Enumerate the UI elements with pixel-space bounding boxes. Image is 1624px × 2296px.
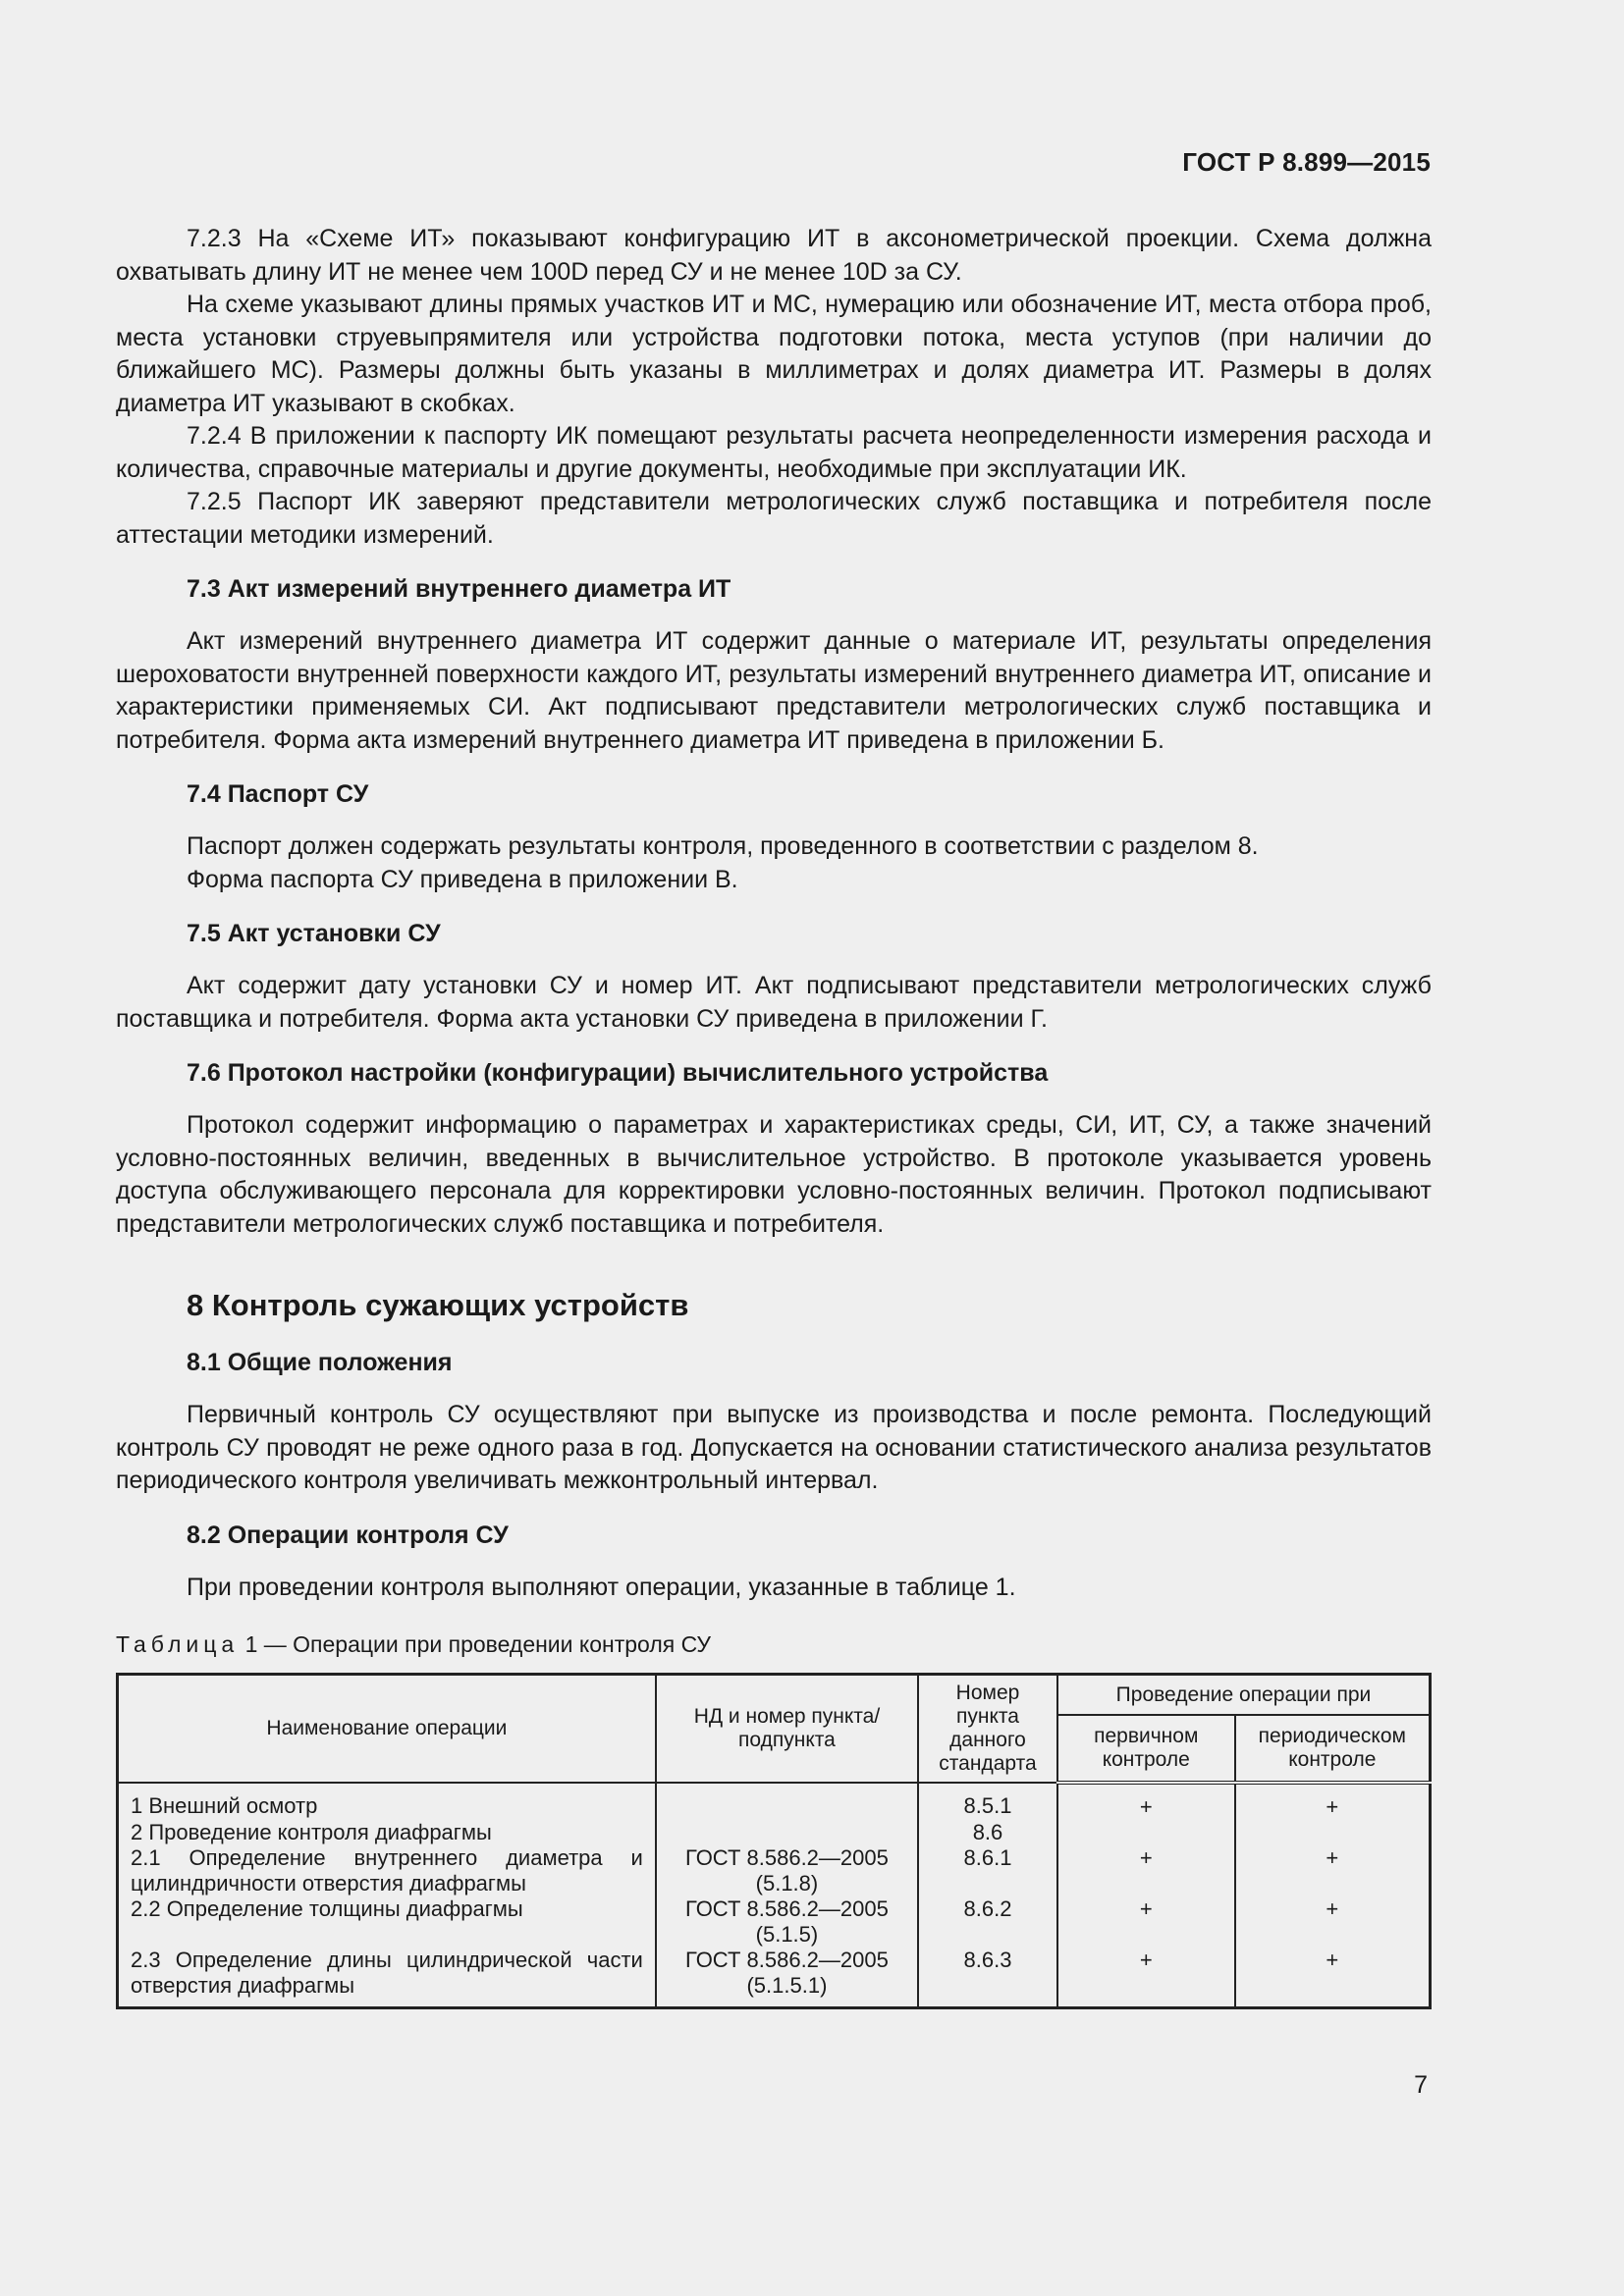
cell-periodic: +: [1235, 1845, 1431, 1896]
section-8-2-text: При проведении контроля выполняют операции, указанные в таблице 1.: [187, 1573, 1016, 1601]
cell-primary: [1057, 1820, 1235, 1845]
cell-primary: +: [1057, 1948, 1235, 2008]
header-standard-item: Номер пункта данного стандарта: [918, 1675, 1057, 1784]
section-7-4-text-form: Форма паспорта СУ приведена в приложении В.: [187, 865, 738, 893]
paragraph-7-2-5: 7.2.5 Паспорт ИК заверяют представители метрологических служб поставщика и потребителя после аттестации методики измерений.: [116, 488, 1432, 549]
table-caption-text: 1 — Операции при проведении контроля СУ: [239, 1631, 712, 1657]
cell-item: 8.6.1: [918, 1845, 1057, 1896]
section-7-6-text: Протокол содержит информацию о параметрах и характеристиках среды, СИ, ИТ, СУ, а также значений условно-постоянных величин, введенных в вычислительное устройство. В протоколе указывается уровень доступа обслуживающего персонала для корректировки условно-постоянных величин. Протокол подписывают представители метрологических служб поставщика и потребителя.: [116, 1111, 1432, 1238]
table-row: [118, 1783, 1431, 1820]
operations-table: [116, 1673, 1432, 2009]
header-operation-name: Наименование операции: [118, 1675, 656, 1784]
paragraph-7-2-3: 7.2.3 На «Схеме ИТ» показывают конфигурацию ИТ в аксонометрической проекции. Схема должна охватывать длину ИТ не менее чем 100D перед СУ и не менее 10D за СУ.: [116, 225, 1432, 286]
section-7-3-title: 7.3 Акт измерений внутреннего диаметра ИТ: [187, 575, 731, 603]
table-body: [118, 1783, 1431, 2008]
cell-periodic: +: [1235, 1896, 1431, 1948]
cell-item: 8.6: [918, 1820, 1057, 1845]
paragraph-7-2-4: 7.2.4 В приложении к паспорту ИК помещают результаты расчета неопределенности измерения расхода и количества, справочные материалы и другие документы, необходимые при эксплуатации ИК.: [116, 422, 1432, 483]
cell-nd: [656, 1820, 918, 1845]
cell-primary: +: [1057, 1783, 1235, 1820]
page-number: 7: [1414, 2071, 1428, 2099]
section-8-title: 8 Контроль сужающих устройств: [187, 1288, 689, 1322]
header-primary-control: первичном контроле: [1057, 1715, 1235, 1783]
page-content: [116, 223, 1432, 2009]
table-row: [118, 1948, 1431, 2008]
cell-item: 8.6.3: [918, 1948, 1057, 2008]
cell-name: 1 Внешний осмотр: [118, 1783, 656, 1820]
section-7-6-title: 7.6 Протокол настройки (конфигурации) вычислительного устройства: [187, 1059, 1049, 1087]
header-nd-item: НД и номер пункта/подпункта: [656, 1675, 918, 1784]
section-8-2-title: 8.2 Операции контроля СУ: [187, 1521, 509, 1549]
cell-nd: ГОСТ 8.586.2—2005 (5.1.8): [656, 1845, 918, 1896]
section-7-3-text: Акт измерений внутреннего диаметра ИТ содержит данные о материале ИТ, результаты определения шероховатости внутренней поверхности каждого ИТ, результаты измерений внутреннего диаметра ИТ, описание и характеристики применяемых СИ. Акт подписывают представители метрологических служб поставщика и потребителя. Форма акта измерений внутреннего диаметра ИТ приведена в приложении Б.: [116, 627, 1432, 754]
cell-periodic: +: [1235, 1783, 1431, 1820]
cell-primary: +: [1057, 1845, 1235, 1896]
section-7-4-title: 7.4 Паспорт СУ: [187, 780, 369, 808]
section-7-5-text: Акт содержит дату установки СУ и номер ИТ. Акт подписывают представители метрологических служб поставщика и потребителя. Форма акта установки СУ приведена в приложении Г.: [116, 972, 1432, 1033]
cell-name: 2.2 Определение толщины диафрагмы: [118, 1896, 656, 1948]
standard-designation: ГОСТ Р 8.899—2015: [1182, 147, 1431, 177]
cell-nd: [656, 1783, 918, 1820]
cell-item: 8.5.1: [918, 1783, 1057, 1820]
cell-periodic: +: [1235, 1948, 1431, 2008]
cell-primary: +: [1057, 1896, 1235, 1948]
section-7-4-text: Паспорт должен содержать результаты контроля, проведенного в соответствии с разделом 8.: [187, 832, 1259, 860]
section-8-1-title: 8.1 Общие положения: [187, 1349, 453, 1376]
table-row: [118, 1845, 1431, 1896]
cell-item: 8.6.2: [918, 1896, 1057, 1948]
cell-periodic: [1235, 1820, 1431, 1845]
cell-name: 2 Проведение контроля диафрагмы: [118, 1820, 656, 1845]
section-7-5-title: 7.5 Акт установки СУ: [187, 920, 441, 947]
section-8-1-text: Первичный контроль СУ осуществляют при выпуске из производства и после ремонта. Последующий контроль СУ проводят не реже одного раза в год. Допускается на основании статистического анализа результатов периодического контроля увеличивать межконтрольный интервал.: [116, 1401, 1432, 1494]
header-periodic-control: периодическом контроле: [1235, 1715, 1431, 1783]
table-row: [118, 1896, 1431, 1948]
table-caption-word: Таблица: [116, 1631, 240, 1657]
table-caption: [116, 1629, 1432, 1659]
cell-nd: ГОСТ 8.586.2—2005 (5.1.5): [656, 1896, 918, 1948]
paragraph-7-2-3-scheme: На схеме указывают длины прямых участков ИТ и МС, нумерацию или обозначение ИТ, места отбора проб, места установки струевыпрямителя или устройства подготовки потока, места уступов (при наличии до ближайшего МС). Размеры должны быть указаны в миллиметрах и долях диаметра ИТ. Размеры в долях диаметра ИТ указывают в скобках.: [116, 291, 1432, 417]
cell-name: 2.1 Определение внутреннего диаметра и цилиндричности отверстия диафрагмы: [118, 1845, 656, 1896]
table-row: [118, 1820, 1431, 1845]
cell-nd: ГОСТ 8.586.2—2005 (5.1.5.1): [656, 1948, 918, 2008]
header-operation-group: Проведение операции при: [1057, 1675, 1431, 1716]
cell-name: 2.3 Определение длины цилиндрической части отверстия диафрагмы: [118, 1948, 656, 2008]
